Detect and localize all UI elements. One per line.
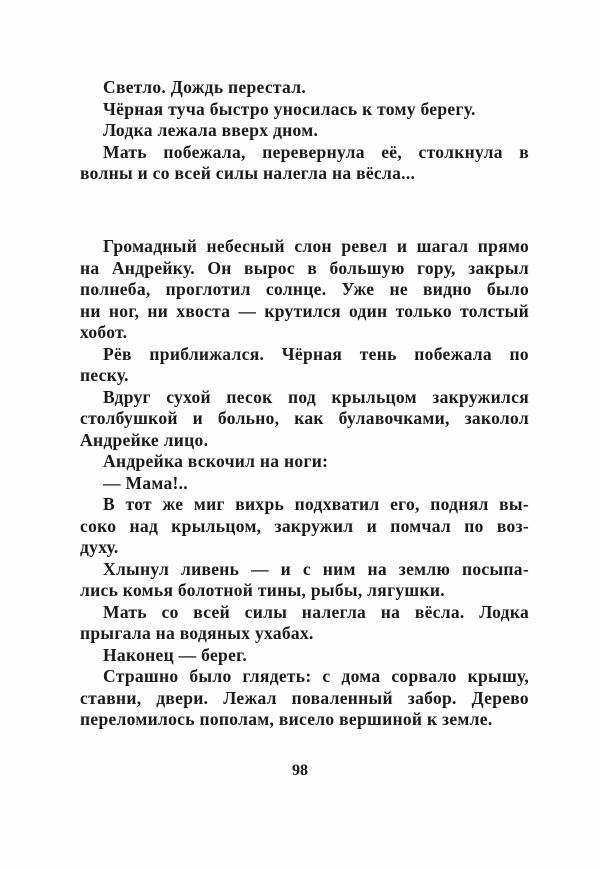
text-line: на Андрейку. Он вырос в большую гору, закрыл [80, 257, 529, 278]
text-line: Мать со всей силы налегла на вёсла. Лодка [103, 601, 529, 622]
text-line: Чёрная туча быстро уносилась к тому берегу. [103, 98, 476, 119]
text-line: волны и со всей силы налегла на вёсла... [80, 163, 416, 183]
text-line: столбушкой и больно, как булавочками, заколол [80, 408, 529, 428]
paragraph [80, 77, 529, 99]
text-line: соко над крыльцом, закружил и помчал по воз- [80, 515, 529, 536]
text-line: Вдруг сухой песок под крыльцом закружился [103, 386, 529, 407]
text-line: Мать побежала, перевернула её, столкнула в [103, 141, 529, 162]
text-line: Страшно было глядеть: с дома сорвало крышу, [103, 666, 529, 686]
paragraph [80, 142, 529, 185]
paragraph [80, 99, 529, 121]
text-block-2 [80, 236, 529, 731]
paragraph [80, 451, 529, 473]
text-line: лись комья болотной тины, рыбы, лягушки. [80, 580, 445, 600]
paragraph [80, 666, 529, 731]
text-line: В тот же миг вихрь подхватил его, поднял вы- [103, 494, 529, 514]
paragraph [80, 602, 529, 645]
text-line: хобот. [80, 322, 128, 342]
text-line: ни ног, ни хвоста — крутился один только толстый [80, 300, 529, 321]
text-line: Лодка лежала вверх дном. [103, 120, 319, 140]
text-line: Громадный небесный слон ревел и шагал прямо [103, 236, 529, 256]
text-block-1 [80, 77, 529, 185]
paragraph [80, 645, 529, 667]
paragraph [80, 473, 529, 495]
text-line: духу. [80, 537, 119, 557]
paragraph [80, 236, 529, 344]
text-line: Рёв приближался. Чёрная тень побежала по [103, 343, 529, 364]
text-line: Наконец — берег. [103, 644, 248, 665]
text-line: полнеба, проглотил солнце. Уже не видно было [80, 279, 529, 299]
text-line: прыгала на водяных ухабах. [80, 623, 314, 643]
text-line: Андрейке лицо. [80, 429, 209, 450]
paragraph [80, 387, 529, 452]
text-line: переломилось пополам, висело вершиной к земле. [80, 709, 493, 729]
text-line: Светло. Дождь перестал. [103, 77, 306, 97]
text-line: песку. [80, 365, 129, 385]
paragraph [80, 120, 529, 142]
paragraph [80, 559, 529, 602]
paragraph [80, 344, 529, 387]
text-line: Хлынул ливень — и с ним на землю посыпа- [103, 558, 529, 579]
text-line: — Мама!.. [103, 472, 188, 493]
text-line: ставни, двери. Лежал поваленный забор. Дерево [80, 687, 529, 708]
page-number: 98 [292, 762, 308, 779]
text-line: Андрейка вскочил на ноги: [103, 451, 329, 471]
paragraph [80, 494, 529, 559]
